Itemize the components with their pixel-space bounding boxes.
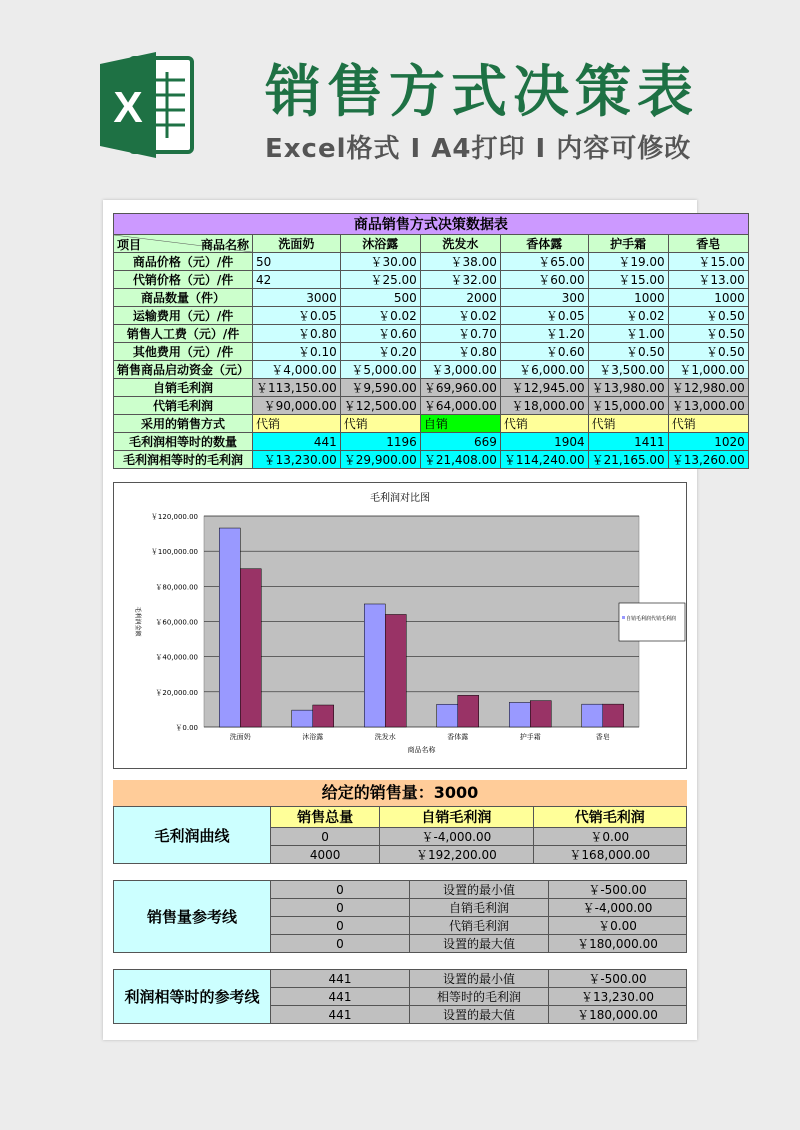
- table-cell: ￥0.00: [533, 828, 686, 846]
- table-cell: ￥-4,000.00: [380, 828, 533, 846]
- row-label: 代销毛利润: [114, 397, 253, 415]
- table-cell: 669: [420, 433, 500, 451]
- x-tick-label: 洗面奶: [229, 733, 251, 741]
- table-cell: 0: [271, 917, 410, 935]
- decision-data-table: [113, 213, 749, 469]
- bar-self-sale: [582, 704, 603, 727]
- bar-consignment: [458, 695, 479, 727]
- chart-svg: [114, 483, 686, 768]
- table-cell: 代销: [500, 415, 588, 433]
- table-cell: 设置的最大值: [410, 1006, 549, 1024]
- table-row: [114, 307, 749, 325]
- table-cell: ￥1,000.00: [668, 361, 748, 379]
- product-header-cell: 洗面奶: [253, 235, 341, 253]
- x-axis-label: 商品名称: [407, 746, 436, 754]
- table-cell: ￥1.00: [588, 325, 668, 343]
- table-cell: 0: [271, 881, 410, 899]
- corner-right-label: 商品名称: [201, 238, 250, 252]
- table-cell: 代销: [668, 415, 748, 433]
- x-tick-label: 沐浴露: [302, 733, 324, 741]
- table-row: [114, 325, 749, 343]
- curve-header-consign: 代销毛利润: [533, 807, 686, 828]
- table-cell: ￥-500.00: [549, 881, 687, 899]
- table-cell: ￥168,000.00: [533, 846, 686, 864]
- bar-consignment: [603, 704, 624, 727]
- table-cell: ￥25.00: [340, 271, 420, 289]
- table-cell: ￥90,000.00: [253, 397, 341, 415]
- corner-left-label: 项目: [117, 238, 142, 252]
- excel-logo-icon: [100, 50, 195, 160]
- table-cell: ￥15,000.00: [588, 397, 668, 415]
- table-cell: 相等时的毛利润: [410, 988, 549, 1006]
- table-cell: ￥13,000.00: [668, 397, 748, 415]
- bar-consignment: [313, 705, 334, 727]
- table-cell: ￥-500.00: [549, 970, 687, 988]
- table-cell: 代销毛利润: [410, 917, 549, 935]
- table-cell: ￥0.50: [668, 343, 748, 361]
- table-row: [114, 415, 749, 433]
- table-cell: 1904: [500, 433, 588, 451]
- product-header-cell: 香体露: [500, 235, 588, 253]
- bar-self-sale: [437, 704, 458, 727]
- product-header-cell: 洗发水: [420, 235, 500, 253]
- row-label: 商品价格（元）/件: [114, 253, 253, 271]
- table-cell: ￥0.10: [253, 343, 341, 361]
- curve-header-total: 销售总量: [271, 807, 380, 828]
- table-cell: ￥29,900.00: [340, 451, 420, 469]
- table-cell: ￥38.00: [420, 253, 500, 271]
- table-cell: ￥64,000.00: [420, 397, 500, 415]
- curve-header-self: 自销毛利润: [380, 807, 533, 828]
- bar-self-sale: [292, 710, 313, 727]
- table-cell: ￥13,980.00: [588, 379, 668, 397]
- table-cell: ￥13,260.00: [668, 451, 748, 469]
- table-cell: ￥0.60: [340, 325, 420, 343]
- table-cell: ￥12,945.00: [500, 379, 588, 397]
- table-row: [114, 343, 749, 361]
- table-cell: 500: [340, 289, 420, 307]
- bar-consignment: [385, 614, 406, 727]
- y-tick-label: ￥20,000.00: [155, 688, 198, 697]
- row-label: 商品数量（件）: [114, 289, 253, 307]
- table-row: [114, 361, 749, 379]
- table-row: [114, 451, 749, 469]
- row-label: 运输费用（元）/件: [114, 307, 253, 325]
- table-cell: 自销毛利润: [410, 899, 549, 917]
- product-header-cell: 香皂: [668, 235, 748, 253]
- table-row: [114, 397, 749, 415]
- legend-label: 自销毛利润代销毛利润: [626, 616, 677, 622]
- row-label: 毛利润相等时的数量: [114, 433, 253, 451]
- profit-comparison-chart: [113, 482, 687, 769]
- table-cell: ￥3,500.00: [588, 361, 668, 379]
- table-cell: 1000: [668, 289, 748, 307]
- table-cell: ￥15.00: [668, 253, 748, 271]
- given-sales-banner: 给定的销售量：3000: [113, 780, 687, 806]
- table-cell: ￥32.00: [420, 271, 500, 289]
- table-cell: 50: [253, 253, 341, 271]
- y-tick-label: ￥60,000.00: [155, 618, 198, 627]
- table-cell: ￥12,980.00: [668, 379, 748, 397]
- table-cell: ￥192,200.00: [380, 846, 533, 864]
- table-row: [114, 289, 749, 307]
- table-cell: 441: [271, 988, 410, 1006]
- table-cell: 0: [271, 935, 410, 953]
- table-cell: 1411: [588, 433, 668, 451]
- table-cell: 设置的最大值: [410, 935, 549, 953]
- table-cell: 3000: [253, 289, 341, 307]
- table-cell: ￥21,165.00: [588, 451, 668, 469]
- table-cell: ￥60.00: [500, 271, 588, 289]
- table-cell: 1000: [588, 289, 668, 307]
- bar-consignment: [530, 701, 551, 727]
- profit-curve-table: [113, 806, 687, 864]
- table-cell: ￥0.02: [420, 307, 500, 325]
- table-cell: 设置的最小值: [410, 881, 549, 899]
- table-cell: ￥9,590.00: [340, 379, 420, 397]
- table-cell: ￥19.00: [588, 253, 668, 271]
- table-cell: ￥0.50: [668, 307, 748, 325]
- y-tick-label: ￥100,000.00: [150, 548, 198, 557]
- x-tick-label: 香皂: [595, 733, 610, 741]
- table-cell: 42: [253, 271, 341, 289]
- bar-consignment: [240, 569, 261, 727]
- table-cell: ￥0.70: [420, 325, 500, 343]
- table-cell: 441: [271, 1006, 410, 1024]
- table-cell: ￥6,000.00: [500, 361, 588, 379]
- profit-curve-label: 毛利润曲线: [114, 807, 271, 864]
- page-title: 销售方式决策表: [265, 60, 699, 125]
- table-cell: ￥1.20: [500, 325, 588, 343]
- table-cell: ￥113,150.00: [253, 379, 341, 397]
- table-cell: 自销: [420, 415, 500, 433]
- chart-legend: [619, 603, 685, 641]
- sales-reference-table: [113, 880, 687, 953]
- table-title: 商品销售方式决策数据表: [114, 214, 749, 235]
- y-axis-label: 毛利润金额: [134, 606, 141, 637]
- table-cell: ￥4,000.00: [253, 361, 341, 379]
- x-tick-label: 香体露: [447, 733, 469, 741]
- table-cell: 1020: [668, 433, 748, 451]
- bar-self-sale: [364, 604, 385, 727]
- bar-self-sale: [509, 702, 530, 727]
- table-cell: ￥13,230.00: [549, 988, 687, 1006]
- table-cell: ￥0.02: [340, 307, 420, 325]
- table-cell: ￥0.20: [340, 343, 420, 361]
- table-cell: ￥69,960.00: [420, 379, 500, 397]
- svg-text:X: X: [113, 83, 143, 132]
- table-cell: ￥180,000.00: [549, 935, 687, 953]
- row-label: 销售人工费（元）/件: [114, 325, 253, 343]
- table-cell: ￥0.05: [500, 307, 588, 325]
- summary-section: [113, 780, 687, 1024]
- row-label: 销售商品启动资金（元）: [114, 361, 253, 379]
- table-cell: 441: [271, 970, 410, 988]
- product-header-cell: 沐浴露: [340, 235, 420, 253]
- table-cell: 441: [253, 433, 341, 451]
- table-row: [114, 433, 749, 451]
- row-label: 毛利润相等时的毛利润: [114, 451, 253, 469]
- table-cell: 代销: [253, 415, 341, 433]
- row-label: 采用的销售方式: [114, 415, 253, 433]
- legend-swatch: [622, 616, 625, 619]
- table-cell: ￥15.00: [588, 271, 668, 289]
- table-row: [114, 253, 749, 271]
- table-cell: ￥30.00: [340, 253, 420, 271]
- table-cell: ￥21,408.00: [420, 451, 500, 469]
- table-cell: ￥13.00: [668, 271, 748, 289]
- x-tick-label: 护手霜: [519, 733, 541, 741]
- x-tick-label: 洗发水: [374, 733, 396, 741]
- row-label: 代销价格（元）/件: [114, 271, 253, 289]
- table-cell: ￥5,000.00: [340, 361, 420, 379]
- row-label: 其他费用（元）/件: [114, 343, 253, 361]
- table-cell: ￥0.00: [549, 917, 687, 935]
- table-cell: 0: [271, 828, 380, 846]
- y-tick-label: ￥0.00: [175, 724, 198, 732]
- row-label: 自销毛利润: [114, 379, 253, 397]
- table-cell: ￥0.05: [253, 307, 341, 325]
- table-cell: 300: [500, 289, 588, 307]
- table-cell: 0: [271, 899, 410, 917]
- table-cell: ￥13,230.00: [253, 451, 341, 469]
- table-cell: 1196: [340, 433, 420, 451]
- table-cell: ￥0.50: [588, 343, 668, 361]
- profit-reference-label: 利润相等时的参考线: [114, 970, 271, 1024]
- table-cell: 2000: [420, 289, 500, 307]
- table-cell: ￥3,000.00: [420, 361, 500, 379]
- page-header: [0, 0, 800, 180]
- table-cell: ￥-4,000.00: [549, 899, 687, 917]
- table-cell: 4000: [271, 846, 380, 864]
- table-cell: ￥180,000.00: [549, 1006, 687, 1024]
- y-tick-label: ￥120,000.00: [150, 513, 198, 521]
- table-cell: 代销: [588, 415, 668, 433]
- table-row: [114, 271, 749, 289]
- corner-header-cell: [114, 235, 253, 253]
- bar-self-sale: [219, 528, 240, 727]
- product-header-cell: 护手霜: [588, 235, 668, 253]
- table-cell: ￥0.50: [668, 325, 748, 343]
- table-cell: ￥0.60: [500, 343, 588, 361]
- table-cell: 代销: [340, 415, 420, 433]
- table-cell: ￥0.02: [588, 307, 668, 325]
- table-cell: ￥65.00: [500, 253, 588, 271]
- profit-reference-table: [113, 969, 687, 1024]
- table-cell: ￥18,000.00: [500, 397, 588, 415]
- page-subtitle: Excel格式 I A4打印 I 内容可修改: [265, 134, 692, 164]
- spreadsheet-sheet: [103, 200, 745, 1040]
- table-cell: ￥0.80: [253, 325, 341, 343]
- table-row: [114, 379, 749, 397]
- table-cell: ￥12,500.00: [340, 397, 420, 415]
- table-cell: ￥114,240.00: [500, 451, 588, 469]
- table-cell: 设置的最小值: [410, 970, 549, 988]
- table-cell: ￥0.80: [420, 343, 500, 361]
- y-tick-label: ￥80,000.00: [155, 583, 198, 592]
- y-tick-label: ￥40,000.00: [155, 653, 198, 662]
- sales-reference-label: 销售量参考线: [114, 881, 271, 953]
- chart-title: 毛利润对比图: [370, 493, 430, 504]
